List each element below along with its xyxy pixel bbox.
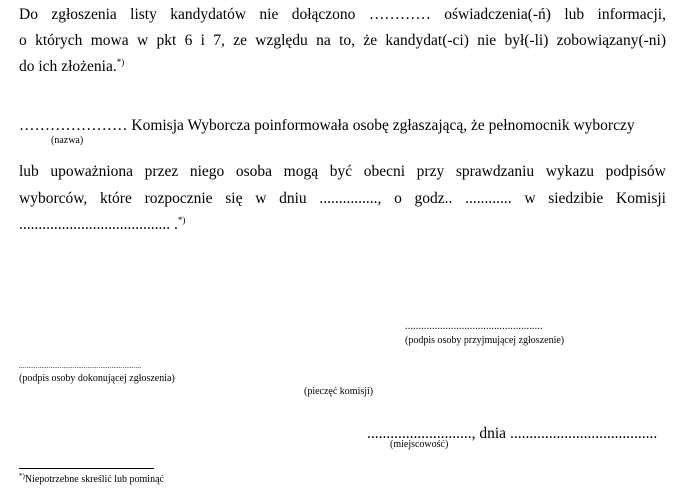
word: mowa <box>90 32 129 49</box>
word: sprawdzaniu <box>455 163 535 180</box>
footnote-rule <box>19 468 154 469</box>
word: być <box>329 163 353 180</box>
word: lub <box>564 6 585 23</box>
word: w <box>136 32 149 49</box>
para2-line4 <box>19 216 666 234</box>
word: kandydatów <box>170 6 247 23</box>
word: ze <box>233 32 247 49</box>
dnia-label: , dnia <box>471 425 507 442</box>
para1-line2 <box>19 32 666 50</box>
word: nie <box>259 6 279 23</box>
word: Do <box>19 6 38 23</box>
date-dots: ...................................... <box>509 425 658 442</box>
word: na <box>316 32 331 49</box>
receiver-signature-caption: (podpis osoby przyjmującej zgłoszenie) <box>405 335 565 346</box>
footnote-ref-1: *) <box>116 57 125 67</box>
receiver-signature-line: ................................................... <box>405 321 543 332</box>
word: ..............., <box>319 190 382 207</box>
word: rozpocznie <box>144 190 213 207</box>
word: dołączono <box>291 6 356 23</box>
submitter-signature-caption: (podpis osoby dokonującej zgłoszenia) <box>19 373 175 384</box>
para1-line3-text: do ich złożenia. <box>19 58 117 75</box>
word: pkt <box>156 32 177 49</box>
word: niego <box>189 163 225 180</box>
word: upoważniona <box>50 163 134 180</box>
word: kandydat(-ci) <box>385 32 469 49</box>
para2-line1-text: ………………… Komisja Wyborcza poinformowała osobę zgłaszającą, że pełnomocnik wyborczy <box>19 117 635 134</box>
word: nie <box>477 32 497 49</box>
word: 7, <box>213 32 225 49</box>
word: przy <box>416 163 445 180</box>
word: mogą <box>283 163 319 180</box>
word: o <box>19 32 27 49</box>
para2-line3 <box>19 190 666 208</box>
place-caption: (miejscowość) <box>390 439 449 450</box>
word: w <box>524 190 536 207</box>
word: listy <box>130 6 157 23</box>
footnote-text: Niepotrzebne skreślić lub pominąć <box>24 474 164 485</box>
word: zobowiązany(-ni) <box>556 32 666 49</box>
submitter-signature-line: .................................................................. <box>19 362 142 370</box>
word: lub <box>19 163 39 180</box>
footnote-marker: *) <box>19 472 25 480</box>
footnote <box>19 474 164 485</box>
word: że <box>363 32 378 49</box>
word: w <box>255 190 267 207</box>
word: których <box>35 32 83 49</box>
word: podpisów <box>605 163 666 180</box>
name-caption: (nazwa) <box>51 135 84 146</box>
word: które <box>100 190 132 207</box>
place-dots: ........................... <box>367 425 472 442</box>
para2-line1 <box>19 117 666 135</box>
word: informacji, <box>597 6 666 23</box>
word: wykazu <box>545 163 594 180</box>
word: ............ <box>465 190 512 207</box>
word: godz.. <box>414 190 453 207</box>
word: dniu <box>279 190 307 207</box>
word: przez <box>144 163 179 180</box>
word: o <box>394 190 402 207</box>
para2-line4-text: ....................................... . <box>19 216 178 233</box>
para1-line3 <box>19 58 666 76</box>
word: oświadczenia(-ń) <box>444 6 551 23</box>
word: Komisji <box>616 190 666 207</box>
word: i <box>200 32 205 49</box>
footnote-ref-2: *) <box>177 215 186 225</box>
word: siedzibie <box>548 190 604 207</box>
word: się <box>225 190 243 207</box>
stamp-caption: (pieczęć komisji) <box>304 386 374 397</box>
word: ………… <box>368 6 431 23</box>
word: osoba <box>235 163 273 180</box>
word: wyborców, <box>19 190 88 207</box>
word: zgłoszenia <box>51 6 117 23</box>
word: 6 <box>184 32 193 49</box>
para2-line2 <box>19 163 666 181</box>
word: względu <box>255 32 308 49</box>
word: to, <box>339 32 355 49</box>
word: był(-li) <box>504 32 549 49</box>
word: obecni <box>363 163 406 180</box>
para1-line1 <box>19 6 666 24</box>
